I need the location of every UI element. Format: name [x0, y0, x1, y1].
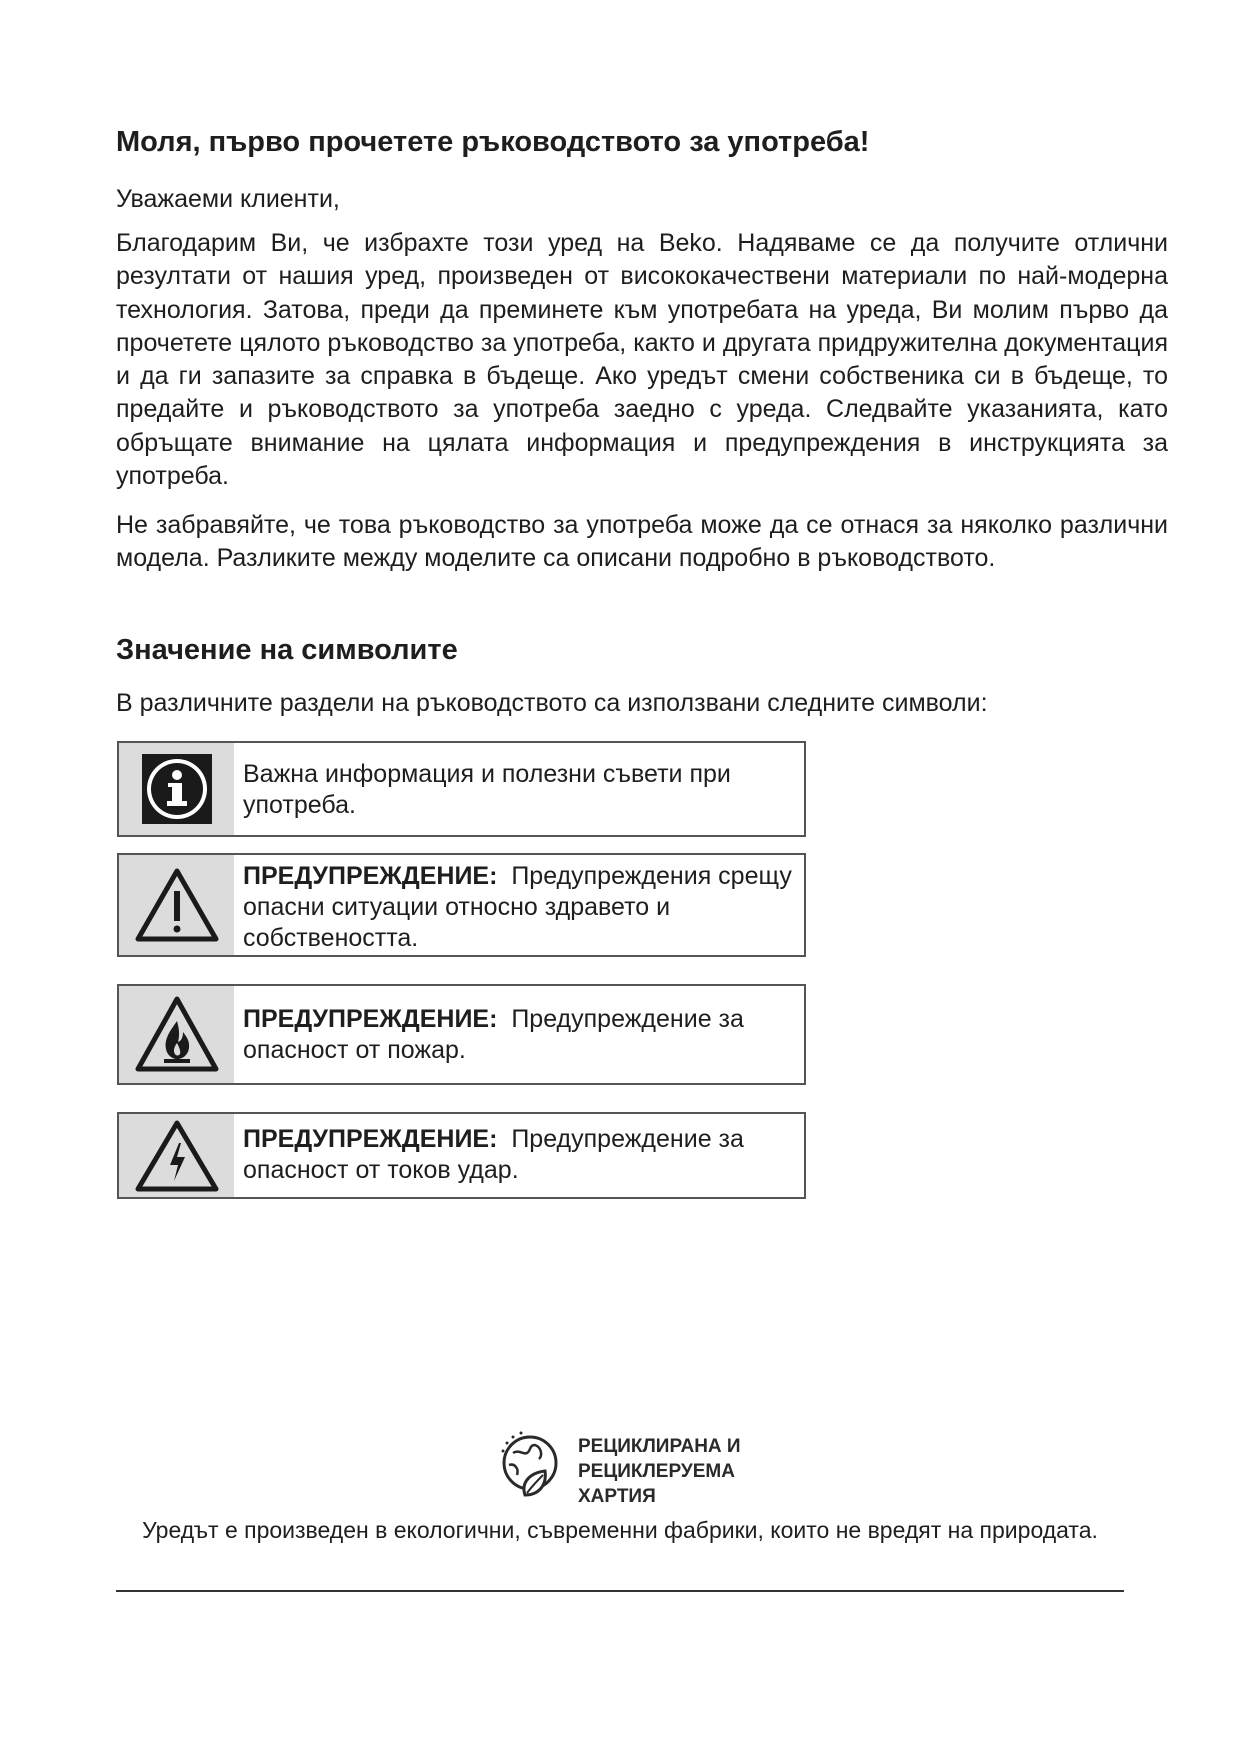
info-icon: [142, 754, 212, 824]
symbols-heading: Значение на символите: [116, 634, 458, 666]
footer-divider: [116, 1590, 1124, 1592]
fire-warning-label: ПРЕДУПРЕЖДЕНИЕ:: [243, 1005, 498, 1033]
eco-label-line1: РЕЦИКЛИРАНА И: [578, 1436, 741, 1457]
symbol-fire-text: [243, 1004, 800, 1066]
footer-note: Уредът е произведен в екологични, съвременни фабрики, които не вредят на природата.: [142, 1517, 1098, 1543]
eco-label-line2: РЕЦИКЛЕРУЕМА: [578, 1461, 735, 1482]
warning-label: ПРЕДУПРЕЖДЕНИЕ:: [243, 862, 498, 890]
greeting: Уважаеми клиенти,: [116, 185, 340, 213]
symbol-warning-text: [243, 861, 800, 954]
symbol-info-text: Важна информация и полезни съвети при употреба.: [243, 760, 731, 819]
warning-description: Предупреждения срещу опасни ситуации относно здравето и собствеността.: [243, 862, 792, 952]
symbol-warning-box: [117, 853, 806, 957]
intro-paragraph: Благодарим Ви, че избрахте този уред на Beko. Надяваме се да получите отлични резултати от нашия уред, произведен от висококачествени материали по най-модерна технология. Затова, преди да преминете към употребата на уреда, Ви молим първо да прочетете цялото ръководство за употреба, както и другата придружителна документация и да ги запазите за справка в бъдеще. Ако уредът смени собственика си в бъдеще, то предайте и ръководството за употреба заедно с уреда. Следвайте указанията, като обръщате внимание на цялата информация и предупреждения в инструкцията за употреба.: [116, 229, 1168, 491]
symbol-electric-text: [243, 1124, 800, 1186]
warning-icon: [134, 867, 220, 943]
electric-warning-icon: [134, 1119, 220, 1193]
eco-label: [578, 1434, 741, 1509]
symbol-electric-box: [117, 1112, 806, 1199]
models-note-paragraph: Не забравяйте, че това ръководство за употреба може да се отнася за няколко различни модела. Разликите между моделите са описани подробно в ръководството.: [116, 511, 1168, 573]
electric-warning-description: Предупреждение за опасност от токов удар.: [243, 1125, 744, 1184]
symbol-fire-box: [117, 984, 806, 1085]
symbol-info-box: [117, 741, 806, 837]
fire-warning-description: Предупреждение за опасност от пожар.: [243, 1005, 744, 1064]
symbols-intro: В различните раздели на ръководството са използвани следните символи:: [116, 689, 988, 717]
recycled-paper-globe-icon: [495, 1425, 565, 1505]
electric-warning-label: ПРЕДУПРЕЖДЕНИЕ:: [243, 1125, 498, 1153]
page-title: Моля, първо прочетете ръководството за употреба!: [116, 126, 870, 158]
eco-label-line3: ХАРТИЯ: [578, 1486, 656, 1507]
fire-warning-icon: [134, 995, 220, 1075]
